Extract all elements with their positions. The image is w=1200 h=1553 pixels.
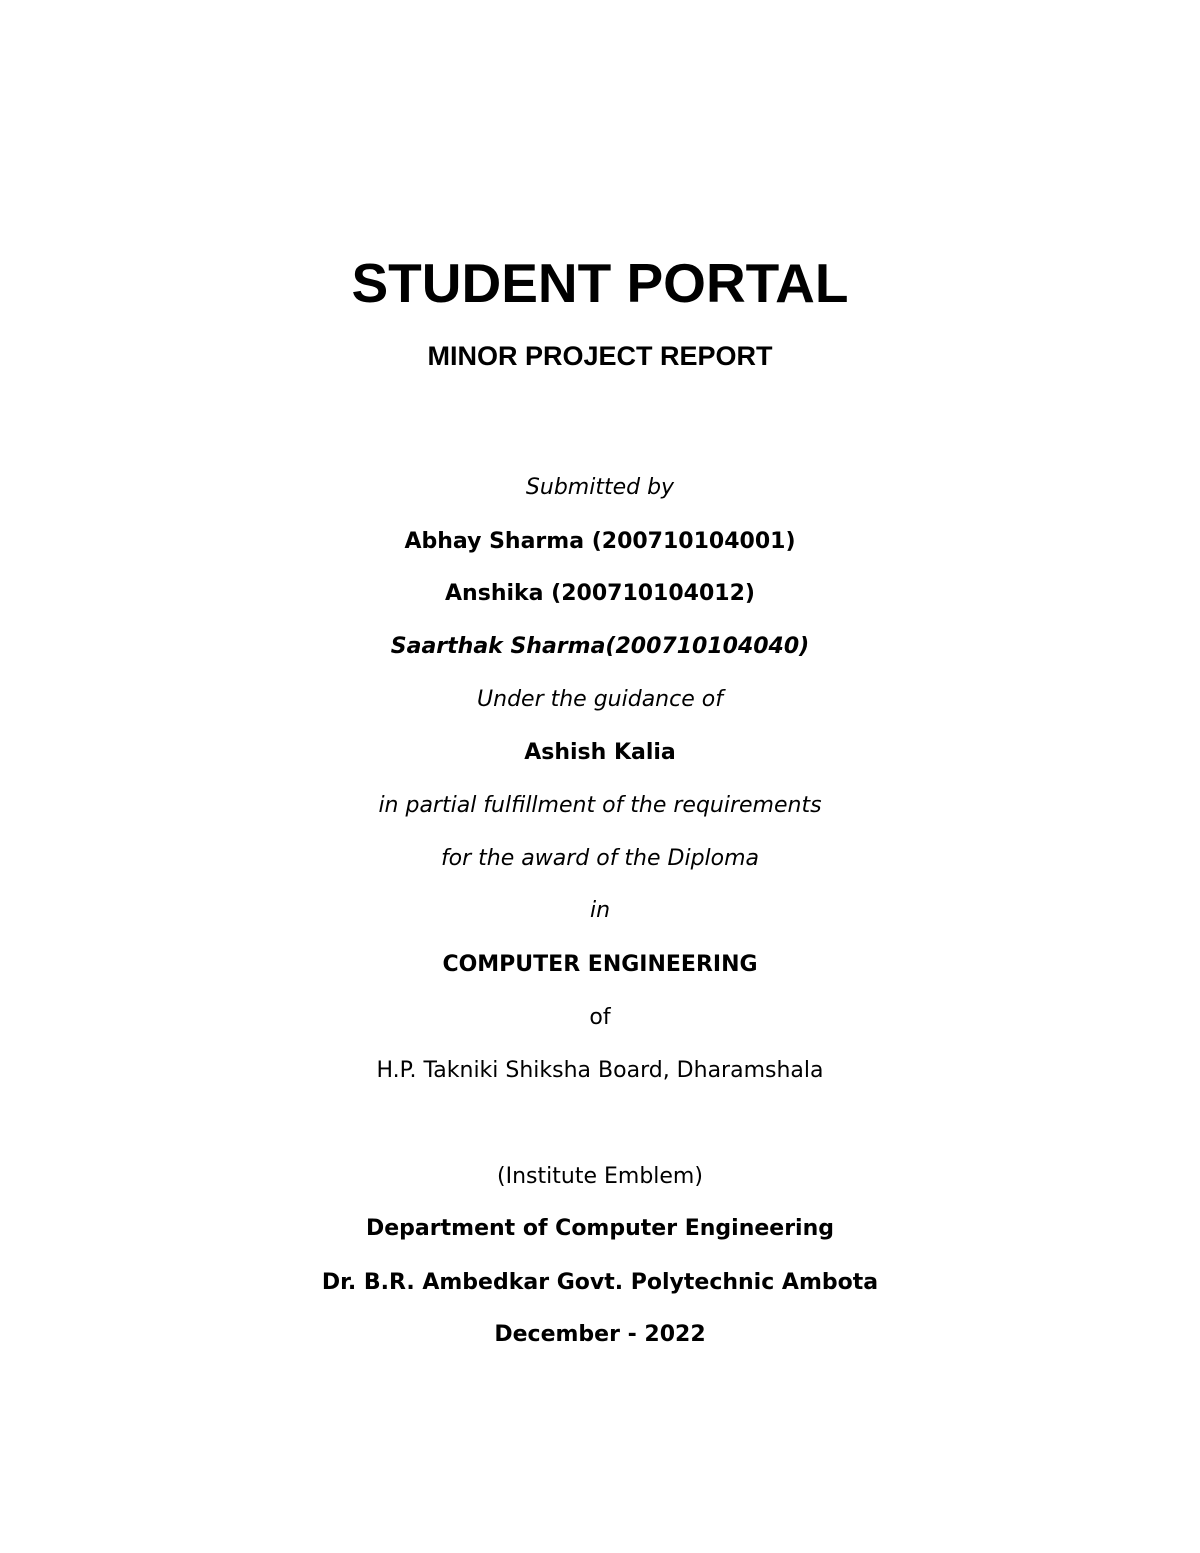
author-3: Saarthak Sharma(200710104040) [390, 634, 810, 659]
author-2: Anshika (200710104012) [445, 581, 755, 606]
report-type: MINOR PROJECT REPORT [427, 341, 773, 371]
institute-name: Dr. B.R. Ambedkar Govt. Polytechnic Ambota [321, 1270, 879, 1295]
guidance-label: Under the guidance of [477, 687, 723, 712]
author-1: Abhay Sharma (200710104001) [404, 529, 796, 554]
board-name: H.P. Takniki Shiksha Board, Dharamshala [376, 1058, 824, 1083]
guide-name: Ashish Kalia [524, 740, 676, 765]
department-name: Department of Computer Engineering [366, 1216, 834, 1241]
institute-emblem-placeholder: (Institute Emblem) [497, 1164, 703, 1189]
discipline: COMPUTER ENGINEERING [442, 952, 758, 977]
fulfillment-line-2: for the award of the Diploma [440, 846, 760, 871]
in-label: in [589, 898, 611, 923]
submission-date: December - 2022 [494, 1322, 706, 1347]
fulfillment-line-1: in partial fulfillment of the requirements [378, 793, 822, 818]
of-label: of [589, 1005, 611, 1030]
submitted-by-label: Submitted by [525, 475, 675, 500]
project-title: STUDENT PORTAL [351, 252, 849, 314]
